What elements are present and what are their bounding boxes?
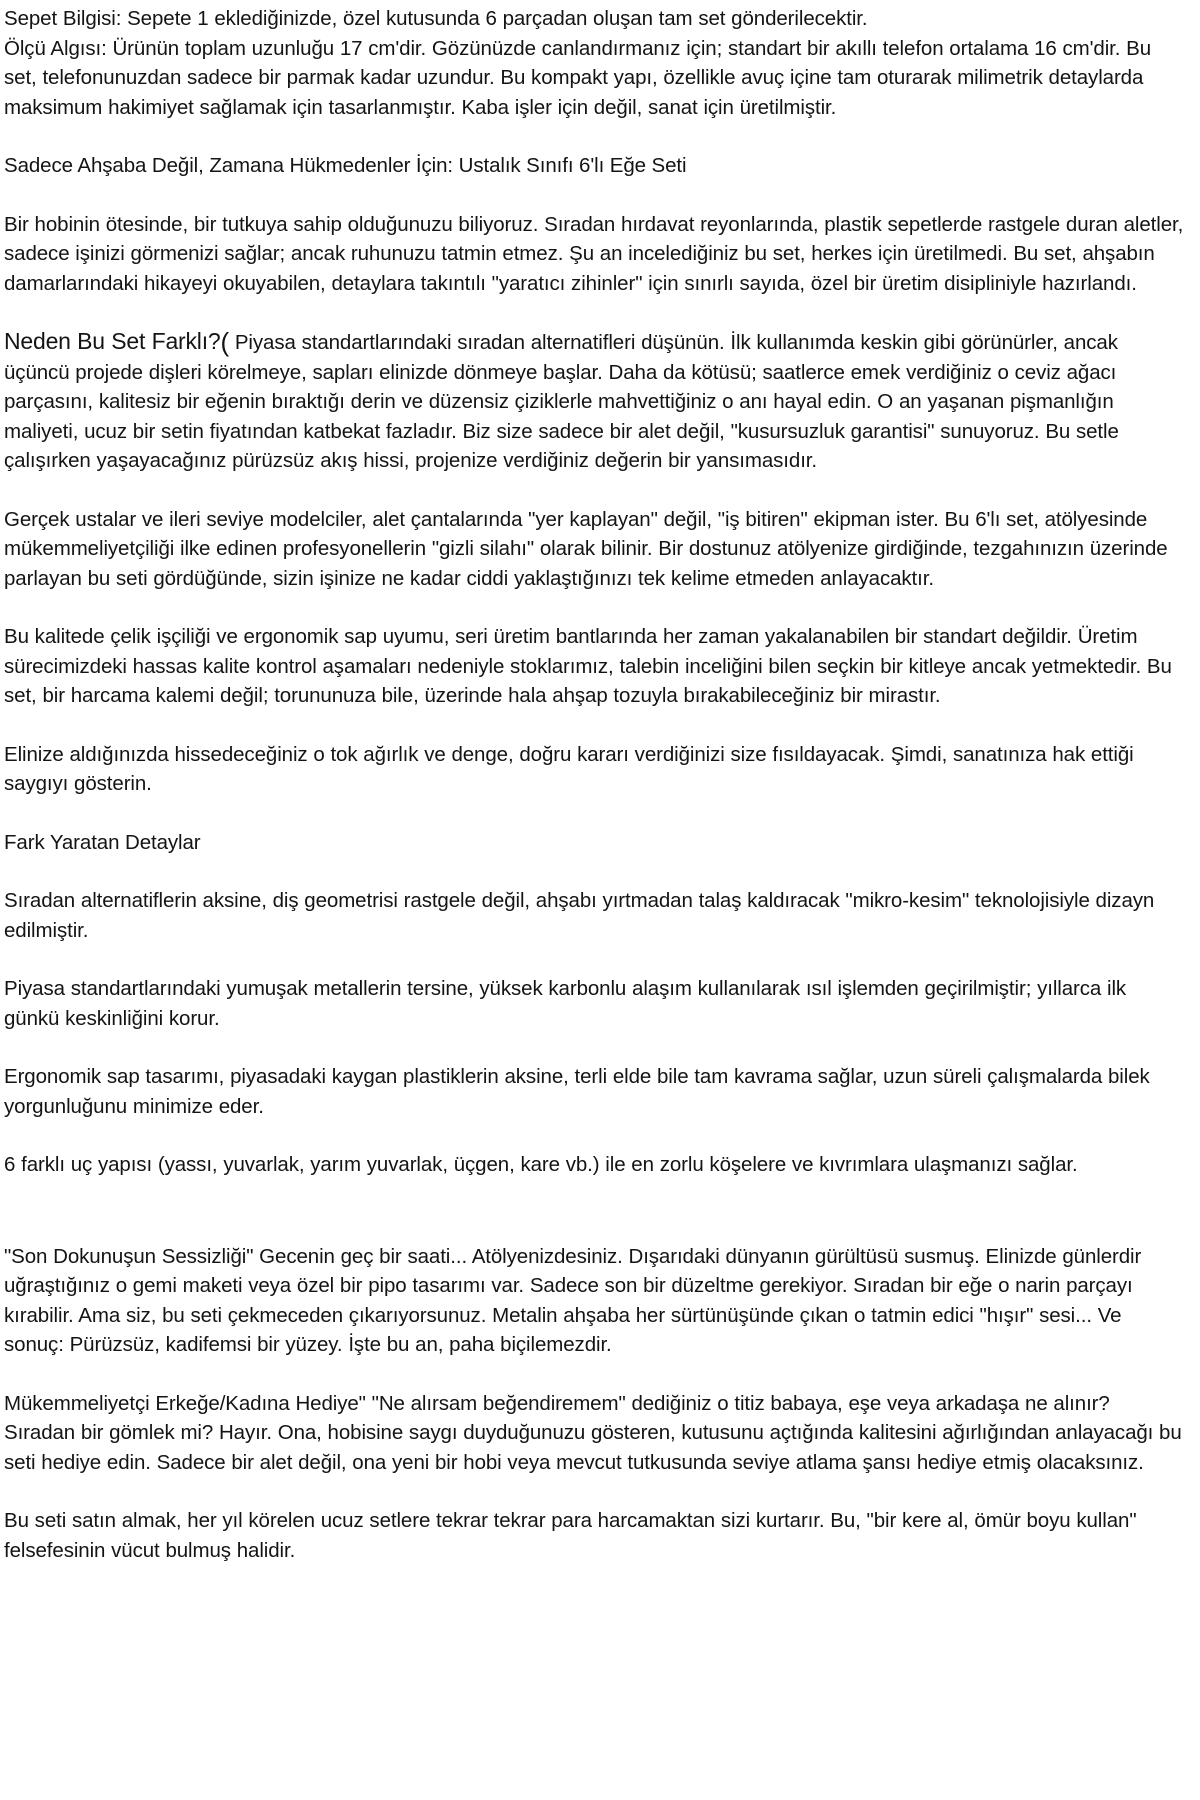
paragraph-sepet-bilgisi: Sepet Bilgisi: Sepete 1 eklediğinizde, özel kutusunda 6 parçadan oluşan tam set gönderilecektir. (4, 7, 868, 30)
paragraph-detail-ergonomic-handle: Ergonomik sap tasarımı, piyasadaki kaygan plastiklerin aksine, terli elde bile tam kavrama sağlar, uzun süreli çalışmalarda bilek yorgunluğunu minimize eder. (4, 1065, 1150, 1118)
block-spacer (4, 181, 1186, 210)
block-spacer (4, 593, 1186, 622)
block-spacer (4, 711, 1186, 740)
block-spacer (4, 122, 1186, 151)
paragraph-gift: Mükemmeliyetçi Erkeğe/Kadına Hediye" "Ne alırsam beğendiremem" dediğiniz o titiz babaya, eşe veya arkadaşa ne alınır? Sıradan bir gömlek mi? Hayır. Ona, hobisine saygı duyduğunuzu gösteren, kutusunu açtığında kalitesini ağırlığından anlayacağı bu seti hediye edin. Sadece bir alet değil, ona yeni bir hobi veya mevcut tutkusunda seviye atlama şansı hediye etmiş olacaksınız. (4, 1391, 1182, 1474)
block-spacer (4, 857, 1186, 886)
lead-run-why-different: Neden Bu Set Farklı? (4, 328, 221, 354)
paragraph-closing: Bu seti satın almak, her yıl körelen ucuz setlere tekrar tekrar para harcamaktan sizi kurtarır. Bu, "bir kere al, ömür boyu kullan" felsefesinin vücut bulmuş halidir. (4, 1509, 1137, 1562)
paragraph-detail-tooth-geometry: Sıradan alternatiflerin aksine, diş geometrisi rastgele değil, ahşabı yırtmadan talaş kaldıracak "mikro-kesim" teknolojisiyle dizayn edilmiştir. (4, 889, 1155, 942)
paragraph-in-your-hand: Elinize aldığınızda hissedeceğiniz o tok ağırlık ve denge, doğru kararı verdiğinizi size fısıldayacak. Şimdi, sanatınıza hak ettiği saygıyı gösterin. (4, 742, 1134, 795)
paragraph-why-different (4, 327, 1186, 476)
block-spacer (4, 1033, 1186, 1062)
paragraph-detail-carbon-alloy: Piyasa standartlarındaki yumuşak metallerin tersine, yüksek karbonlu alaşım kullanılarak ısıl işlemden geçirilmiştir; yıllarca ilk günkü keskinliğini korur. (4, 977, 1127, 1030)
paragraph-steel-quality: Bu kalitede çelik işçiliği ve ergonomik sap uyumu, seri üretim bantlarında her zaman yakalanabilen bir standart değildir. Üretim sürecimizdeki hassas kalite kontrol aşamaları nedeniyle stoklarımız, talebin inceliğini bilen seçkin bir kitleye ancak yetmektedir. Bu set, bir harcama kalemi değil; torununuza bile, üzerinde hala ahşap tozuyla bırakabileceğiniz bir mirastır. (4, 625, 1172, 707)
paragraph-intro: Bir hobinin ötesinde, bir tutkuya sahip olduğunuzu biliyoruz. Sıradan hırdavat reyonlarında, plastik sepetlerde rastgele duran aletler, sadece işinizi görmenizi sağlar; ancak ruhunuzu tatmin etmez. Şu an incelediğiniz bu set, herkes için üretilmedi. Bu set, ahşabın damarlarındaki hikayeyi okuyabilen, detaylara takıntılı "yaratıcı zihinler" için sınırlı sayıda, özel bir üretim disipliniyle hazırlandı. (4, 212, 1184, 295)
open-paren-glyph: ( (220, 327, 230, 357)
paragraph-real-masters: Gerçek ustalar ve ileri seviye modelciler, alet çantalarında "yer kaplayan" değil, "iş bitiren" ekipman ister. Bu 6'lı set, atölyesinde mükemmeliyetçiliği ilke edinen profesyonellerin "gizli silahı" olarak bilinir. Bir dostunuz atölyenize girdiğinde, tezgahınızın üzerinde parlayan bu seti gördüğünde, sizin işinize ne kadar ciddi yaklaştığınızı tek kelime etmeden anlayacaktır. (4, 507, 1168, 590)
block-spacer (4, 1477, 1186, 1506)
heading-main-title: Sadece Ahşaba Değil, Zamana Hükmedenler İçin: Ustalık Sınıfı 6'lı Eğe Seti (4, 154, 687, 177)
paragraph-silence-of-final-touch: "Son Dokunuşun Sessizliği" Gecenin geç bir saati... Atölyenizdesiniz. Dışarıdaki dünyanın gürültüsü susmuş. Elinizde günlerdir uğraştığınız o gemi maketi veya özel bir pipo tasarımı var. Sadece son bir düzeltme gerekiyor. Sıradan bir eğe o narin parçayı kırabilir. Ama siz, bu seti çekmeceden çıkarıyorsunuz. Metalin ahşaba her sürtünüşünde çıkan o tatmin edici "hışır" sesi... Ve sonuç: Pürüzsüz, kadifemsi bir yüzey. İşte bu an, paha biçilemezdir. (4, 1244, 1142, 1356)
block-spacer (4, 799, 1186, 828)
paragraph-why-different-body: Piyasa standartlarındaki sıradan alternatifleri düşünün. İlk kullanımda keskin gibi görünürler, ancak üçüncü projede dişleri körelmeye, sapları elinizde dönmeye başlar. Daha da kötüsü; saatlerce emek verdiğiniz o ceviz ağacı parçasını, kalitesiz bir eğenin bıraktığı derin ve düzensiz çiziklerle mahvettiğiniz o anı hayal edin. O an yaşanan pişmanlığın maliyeti, ucuz bir setin fiyatından katbekat fazladır. Biz size sadece bir alet değil, "kusursuzluk garantisi" sunuyoruz. Bu setle çalışırken yaşayacağınız pürüzsüz akış hissi, projenize verdiğiniz değerin bir yansımasıdır. (4, 331, 1119, 472)
block-spacer (4, 298, 1186, 327)
block-spacer (4, 1121, 1186, 1150)
block-spacer (4, 1360, 1186, 1389)
block-spacer (4, 476, 1186, 505)
heading-fark-yaratan-detaylar: Fark Yaratan Detaylar (4, 830, 201, 854)
paragraph-olcu-algisi: Ölçü Algısı: Ürünün toplam uzunluğu 17 cm'dir. Gözünüzde canlandırmanız için; standart bir akıllı telefon ortalama 16 cm'dir. Bu set, telefonunuzdan sadece bir parmak kadar uzundur. Bu kompakt yapı, özellikle avuç içine tam oturarak milimetrik detaylarda maksimum hakimiyet sağlamak için tasarlanmıştır. Kaba işler için değil, sanat için üretilmiştir. (4, 36, 1152, 119)
block-spacer (4, 945, 1186, 974)
paragraph-detail-tip-shapes: 6 farklı uç yapısı (yassı, yuvarlak, yarım yuvarlak, üçgen, kare vb.) ile en zorlu köşelere ve kıvrımlara ulaşmanızı sağlar. (4, 1153, 1078, 1176)
section-spacer (4, 1180, 1186, 1242)
